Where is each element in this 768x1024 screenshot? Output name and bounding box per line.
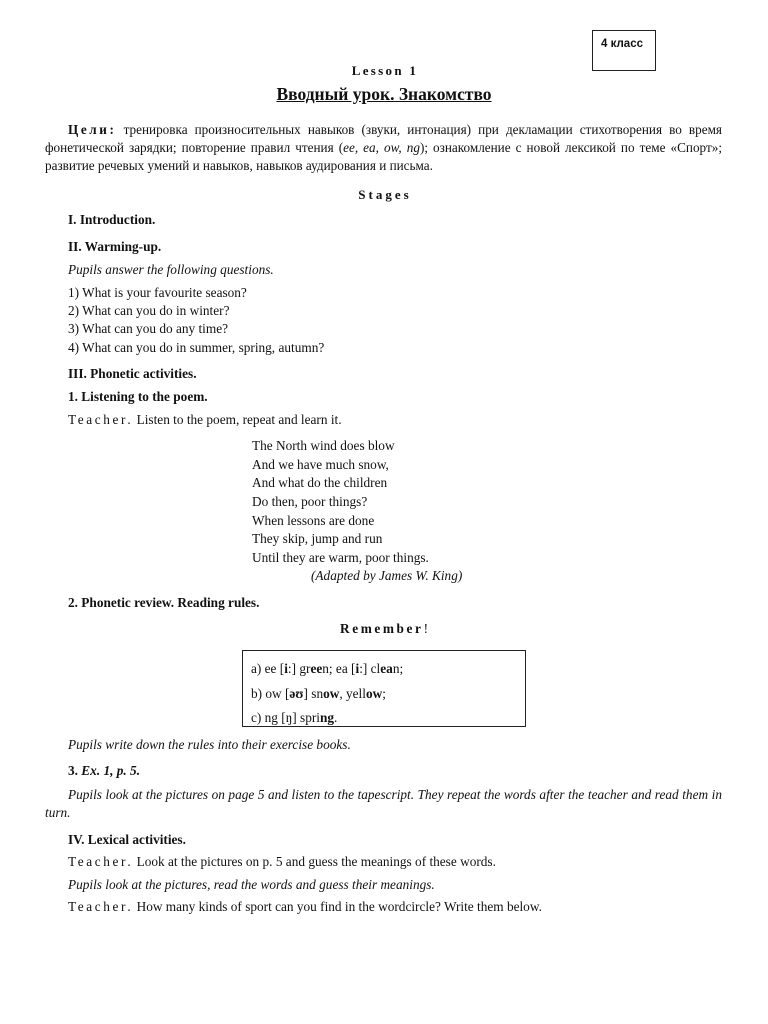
rule-text: n; [392,661,404,676]
poem-line: When lessons are done [252,513,375,528]
poem-line: Until they are warm, poor things. [252,550,429,565]
teacher-instruction: How many kinds of sport can you find in the wordcircle? Write them below. [133,899,542,914]
section-lexical: IV. Lexical activities. [68,832,186,847]
teacher-label: Teacher. [68,412,134,427]
rule-text: n; ea [ [322,661,356,676]
rule-text: b) ow [ [251,685,290,701]
subsection-phonetic-review: 2. Phonetic review. Reading rules. [68,595,260,610]
rule-text: c) ng [ŋ] spri [251,710,320,725]
teacher-line-2 [68,854,496,870]
goals-label: Цели: [68,122,117,137]
rule-text: . [334,710,338,725]
teacher-line-3 [68,899,542,915]
rule-phoneme: əʊ [289,685,304,701]
grade-label: 4 класс [592,30,656,71]
lesson-number: Lesson 1 [351,63,419,78]
rule-text: :] gr [287,661,311,676]
question-item: 4) What can you do in summer, spring, autumn? [68,340,325,355]
rule-letters: ng [319,710,335,725]
poem-line: And we have much snow, [252,457,389,472]
rule-letters: ow [323,685,340,701]
goals-text-1: тренировка произносительных навыков (звуки, интонация) при декламации стихотворения во время фонетической зарядки; повторение правил чтения ( [45,122,722,155]
stages-heading: Stages [358,187,412,202]
section-introduction: I. Introduction. [68,212,156,227]
subsection-exercise [68,763,140,779]
goals-letters: ee, ea, ow, ng [343,140,420,155]
rule-text: :] cl [359,661,381,676]
rule-a [251,657,525,682]
exercise-number: 3. [68,763,82,778]
rule-text: a) ee [ [251,661,285,676]
poem-line: Do then, poor things? [252,494,368,509]
rule-letters: ow [365,685,383,701]
teacher-line-1 [68,412,342,428]
teacher-label: Teacher. [68,899,134,914]
exercise-reference: Ex. 1, p. 5. [81,763,141,778]
poem-line: The North wind does blow [252,438,395,453]
question-item: 3) What can you do any time? [68,321,229,336]
reading-rules-box [242,650,526,727]
exercise-note [45,786,722,822]
rule-letters: ee [310,661,323,676]
teacher-label: Teacher. [68,854,134,869]
rule-c [251,706,525,731]
rule-text: ; [382,685,386,701]
rule-phoneme: i [355,661,360,676]
poem-line: And what do the children [252,475,388,490]
rule-text: ] sn [303,685,324,701]
remember-heading [0,621,768,637]
section-phonetic: III. Phonetic activities. [68,366,197,381]
question-item: 2) What can you do in winter? [68,303,230,318]
subsection-listening: 1. Listening to the poem. [68,389,208,404]
teacher-instruction: Look at the pictures on p. 5 and guess the meanings of these words. [133,854,496,869]
rule-phoneme: i [284,661,288,676]
lexical-note: Pupils look at the pictures, read the words and guess their meanings. [68,877,435,892]
poem-credit: (Adapted by James W. King) [311,568,463,583]
rules-note: Pupils write down the rules into their exercise books. [68,737,351,752]
poem-line: They skip, jump and run [252,531,383,546]
section-warming-up: II. Warming-up. [68,239,162,254]
remember-mark: ! [423,621,428,636]
question-item: 1) What is your favourite season? [68,285,247,300]
goals-text-2: ); ознакомление с новой лексикой по теме «Спорт»; развитие речевых умений и навыков, навыков аудирования и письма. [45,140,722,173]
rule-b [251,682,525,707]
rule-letters: ea [380,661,393,676]
goals-paragraph [45,121,722,175]
remember-word: Remember [340,621,424,636]
rule-text: , yell [339,685,366,701]
page-title: Вводный урок. Знакомство [276,84,492,104]
warming-note: Pupils answer the following questions. [68,262,274,277]
exercise-note-text: Pupils look at the pictures on page 5 and listen to the tapescript. They repeat the words after the teacher and read them in turn. [45,787,722,820]
teacher-instruction: Listen to the poem, repeat and learn it. [133,412,342,427]
